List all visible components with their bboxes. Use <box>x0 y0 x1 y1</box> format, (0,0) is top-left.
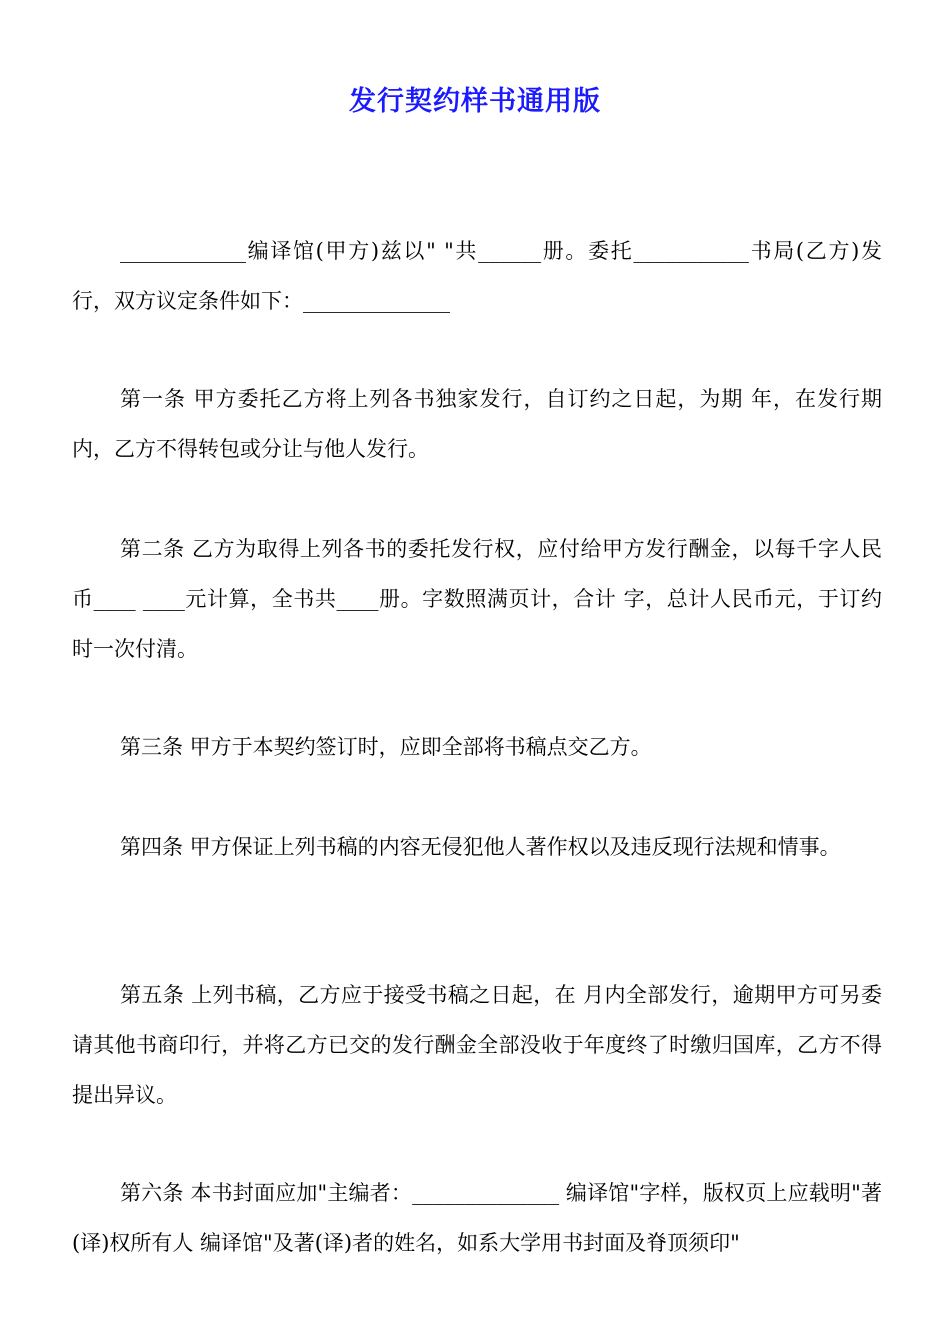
article-6-paragraph: 第六条 本书封面应加"主编者：______________ 编译馆"字样，版权页上应载明"著(译)权所有人 编译馆"及著(译)者的姓名，如系大学用书封面及脊顶须印" <box>72 1181 882 1255</box>
article-4-paragraph: 第四条 甲方保证上列书稿的内容无侵犯他人著作权以及违反现行法规和情事。 <box>120 835 841 859</box>
intro-paragraph: ____________编译馆(甲方)兹以" "共______册。委托___________书局(乙方)发行，双方议定条件如下：______________ <box>72 239 882 313</box>
article-3-paragraph: 第三条 甲方于本契约签订时，应即全部将书稿点交乙方。 <box>120 735 652 759</box>
article-5-paragraph: 第五条 上列书稿，乙方应于接受书稿之日起，在 月内全部发行，逾期甲方可另委请其他书商印行，并将乙方已交的发行酬金全部没收于年度终了时缴归国库，乙方不得提出异议。 <box>72 983 882 1107</box>
article-1-paragraph: 第一条 甲方委托乙方将上列各书独家发行，自订约之日起，为期 年，在发行期内，乙方不得转包或分让与他人发行。 <box>72 387 882 461</box>
document-title: 发行契约样书通用版 <box>349 86 601 117</box>
article-2-paragraph: 第二条 乙方为取得上列各书的委托发行权，应付给甲方发行酬金，以每千字人民币____ ____元计算，全书共____册。字数照满页计，合计 字，总计人民币元，于订约时一次付清。 <box>72 537 882 661</box>
